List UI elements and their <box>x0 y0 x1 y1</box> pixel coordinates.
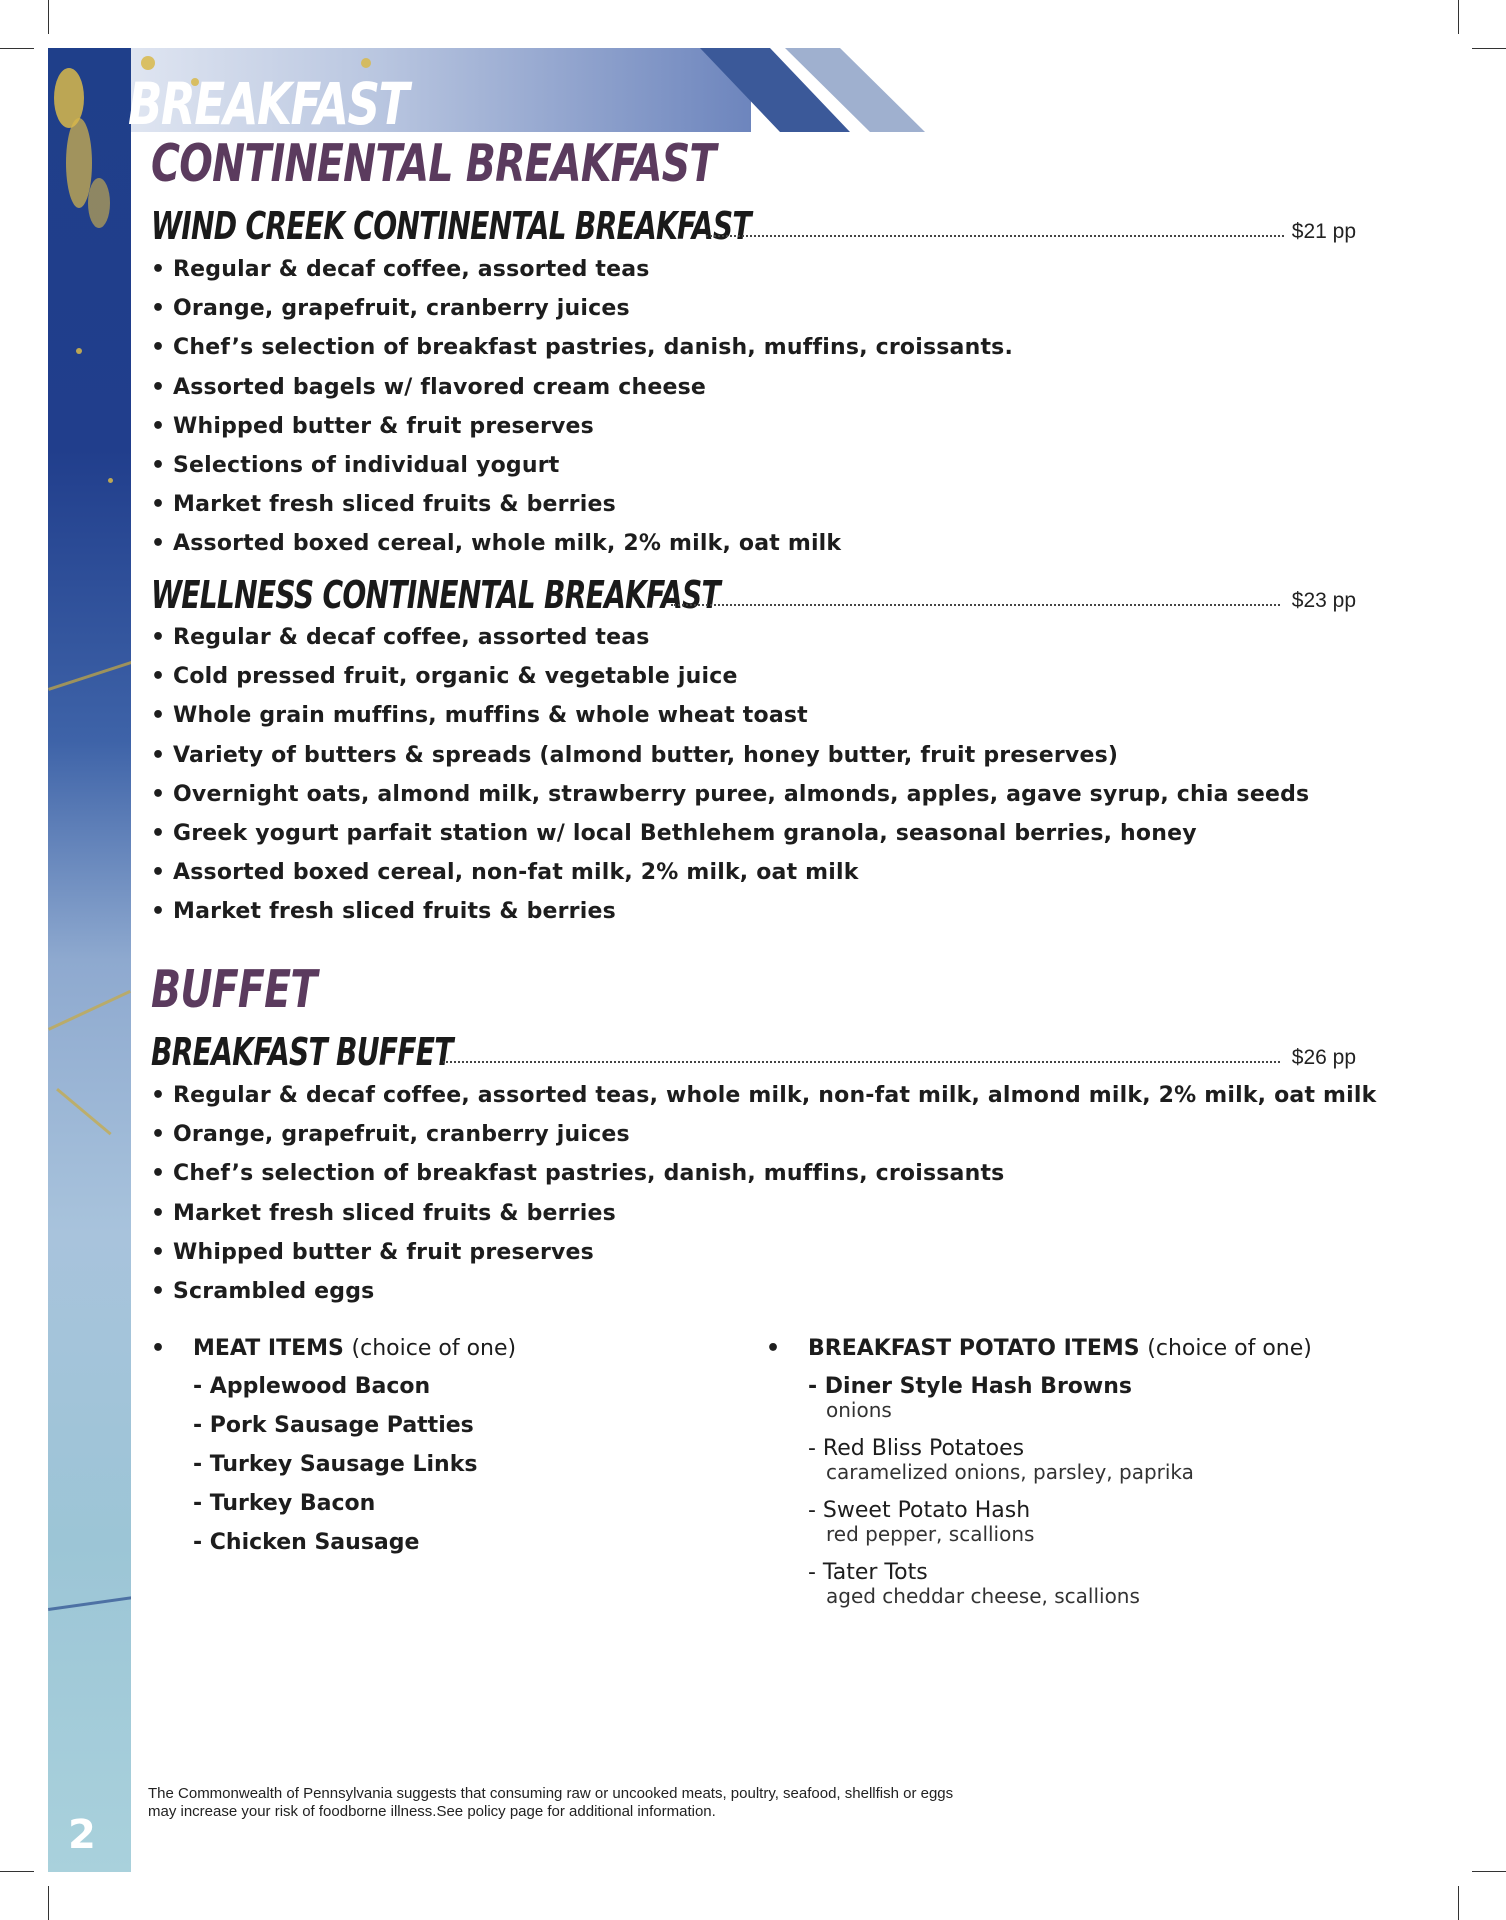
disclaimer-line: may increase your risk of foodborne illness.See policy page for additional information. <box>148 1803 716 1820</box>
banner-title: BREAKFAST <box>128 70 408 138</box>
package-row-wind-creek <box>151 206 1356 246</box>
list-item: • Whole grain muffins, muffins & whole wheat toast <box>151 696 1309 735</box>
gold-fleck <box>88 178 110 228</box>
gold-vein <box>56 1088 112 1135</box>
list-item: • Chef’s selection of breakfast pastries, danish, muffins, croissants. <box>151 328 1013 367</box>
bullet: • <box>766 1336 781 1361</box>
meat-items-heading <box>151 1336 571 1364</box>
list-item: • Regular & decaf coffee, assorted teas, whole milk, non-fat milk, almond milk, 2% milk, oat milk <box>151 1076 1376 1115</box>
list-item: • Regular & decaf coffee, assorted teas <box>151 618 1309 657</box>
item-list-wind-creek <box>151 250 1013 564</box>
section-title-continental: CONTINENTAL BREAKFAST <box>151 134 716 194</box>
list-item: • Market fresh sliced fruits & berries <box>151 892 1309 931</box>
crop-mark <box>0 1871 34 1872</box>
potato-option <box>808 1374 1132 1421</box>
package-price: $26 pp <box>1291 1046 1356 1069</box>
meat-option: - Pork Sausage Patties <box>193 1413 474 1438</box>
crop-mark <box>1458 0 1459 34</box>
crop-mark <box>0 48 34 49</box>
list-item: • Greek yogurt parfait station w/ local Bethlehem granola, seasonal berries, honey <box>151 814 1309 853</box>
marble-side-strip <box>48 48 131 1872</box>
health-disclaimer <box>148 1785 1048 1821</box>
potato-option-desc: onions <box>826 1398 892 1422</box>
package-row-wellness <box>151 575 1356 615</box>
potato-option <box>808 1436 1194 1483</box>
item-list-breakfast-buffet <box>151 1076 1376 1311</box>
dot-leader <box>671 604 1280 606</box>
potato-option-desc: aged cheddar cheese, scallions <box>826 1584 1140 1608</box>
list-item: • Orange, grapefruit, cranberry juices <box>151 1115 1376 1154</box>
list-item: • Orange, grapefruit, cranberry juices <box>151 289 1013 328</box>
list-item: • Assorted boxed cereal, non-fat milk, 2% milk, oat milk <box>151 853 1309 892</box>
list-item: • Assorted boxed cereal, whole milk, 2% milk, oat milk <box>151 524 1013 563</box>
list-item: • Cold pressed fruit, organic & vegetable juice <box>151 657 1309 696</box>
meat-heading-note: (choice of one) <box>351 1336 517 1361</box>
blue-vein <box>48 1596 131 1611</box>
package-name: WELLNESS CONTINENTAL BREAKFAST <box>151 573 721 617</box>
meat-heading-group <box>193 1336 516 1361</box>
gold-vein <box>48 990 131 1031</box>
crop-mark <box>48 0 49 34</box>
meat-option: - Turkey Bacon <box>193 1491 376 1516</box>
disclaimer-line: The Commonwealth of Pennsylvania suggests that consuming raw or uncooked meats, poultry, seafood, shellfish or eggs <box>148 1785 954 1802</box>
dot-leader <box>443 1061 1280 1063</box>
gold-fleck <box>361 58 371 68</box>
list-item: • Whipped butter & fruit preserves <box>151 1233 1376 1272</box>
crop-mark <box>1458 1886 1459 1920</box>
list-item: • Chef’s selection of breakfast pastries, danish, muffins, croissants <box>151 1154 1376 1193</box>
meat-option: - Turkey Sausage Links <box>193 1452 478 1477</box>
bullet: • <box>151 1336 166 1361</box>
potato-heading-group <box>808 1336 1312 1361</box>
crop-mark <box>48 1886 49 1920</box>
package-price: $23 pp <box>1291 589 1356 612</box>
potato-option-name: - Red Bliss Potatoes <box>808 1436 1025 1461</box>
package-name: WIND CREEK CONTINENTAL BREAKFAST <box>151 204 751 248</box>
gold-fleck <box>141 56 155 70</box>
list-item: • Assorted bagels w/ flavored cream cheese <box>151 368 1013 407</box>
list-item: • Market fresh sliced fruits & berries <box>151 485 1013 524</box>
crop-mark <box>1472 48 1506 49</box>
potato-heading-note: (choice of one) <box>1147 1336 1312 1361</box>
potato-option <box>808 1560 1140 1607</box>
package-row-breakfast-buffet <box>151 1032 1356 1072</box>
item-list-wellness <box>151 618 1309 932</box>
package-name: BREAKFAST BUFFET <box>151 1030 453 1074</box>
gold-fleck <box>76 348 82 354</box>
potato-option-desc: red pepper, scallions <box>826 1522 1035 1546</box>
list-item: • Selections of individual yogurt <box>151 446 1013 485</box>
potato-option <box>808 1498 1034 1545</box>
potato-option-name: - Sweet Potato Hash <box>808 1498 1031 1523</box>
page-number: 2 <box>68 1812 96 1858</box>
banner-stripes <box>660 48 930 132</box>
potato-option-name: - Tater Tots <box>808 1560 928 1585</box>
package-price: $21 pp <box>1291 220 1356 243</box>
crop-mark <box>1472 1871 1506 1872</box>
list-item: • Regular & decaf coffee, assorted teas <box>151 250 1013 289</box>
gold-fleck <box>108 478 113 483</box>
potato-items-heading <box>766 1336 1366 1364</box>
meat-option: - Chicken Sausage <box>193 1530 420 1555</box>
potato-option-desc: caramelized onions, parsley, paprika <box>826 1460 1194 1484</box>
meat-option: - Applewood Bacon <box>193 1374 431 1399</box>
list-item: • Market fresh sliced fruits & berries <box>151 1194 1376 1233</box>
list-item: • Scrambled eggs <box>151 1272 1376 1311</box>
potato-option-name: - Diner Style Hash Browns <box>808 1374 1132 1399</box>
meat-heading-label: MEAT ITEMS <box>193 1336 344 1361</box>
list-item: • Variety of butters & spreads (almond butter, honey butter, fruit preserves) <box>151 736 1309 775</box>
section-title-buffet: BUFFET <box>151 960 317 1020</box>
list-item: • Overnight oats, almond milk, strawberry puree, almonds, apples, agave syrup, chia seeds <box>151 775 1309 814</box>
potato-heading-label: BREAKFAST POTATO ITEMS <box>808 1336 1140 1361</box>
list-item: • Whipped butter & fruit preserves <box>151 407 1013 446</box>
dot-leader <box>706 235 1284 237</box>
gold-vein <box>48 659 131 691</box>
